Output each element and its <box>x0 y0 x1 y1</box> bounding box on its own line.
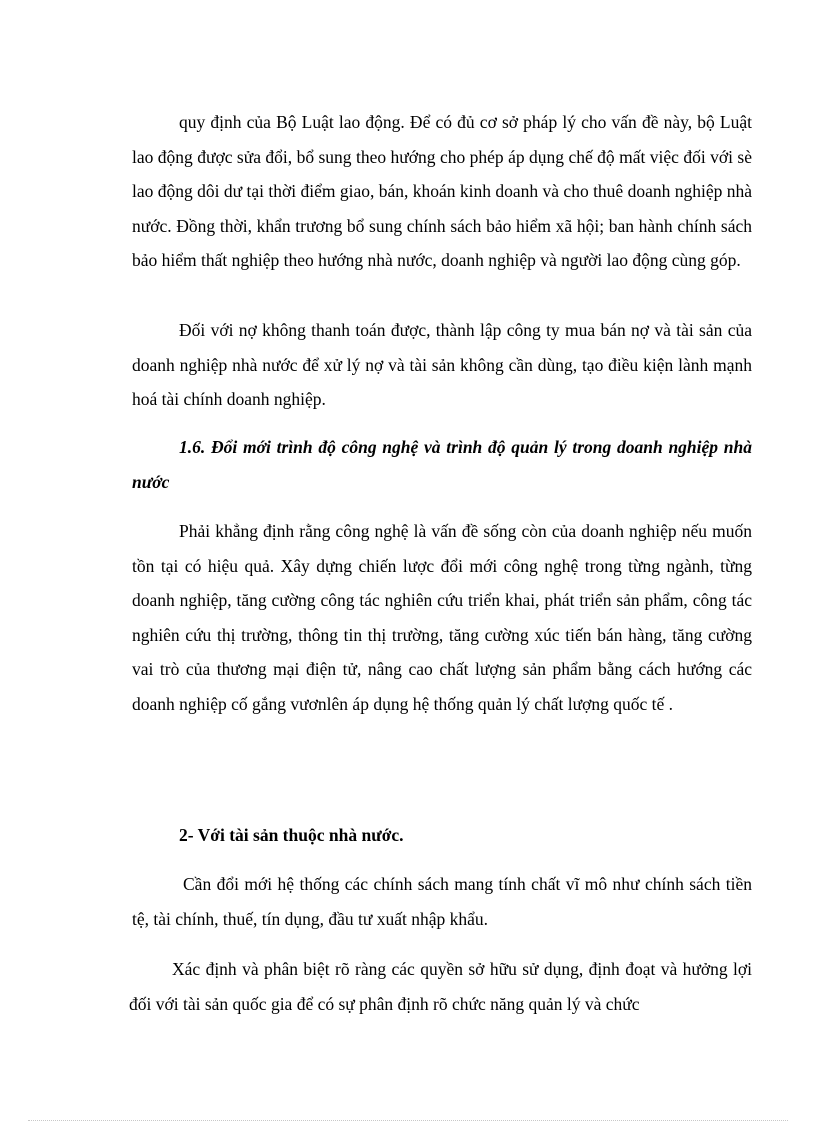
section-heading-state-assets: 2- Với tài sản thuộc nhà nước. <box>179 825 404 845</box>
page-footer-rule <box>28 1120 788 1121</box>
paragraph-macro-policy: Cần đổi mới hệ thống các chính sách mang tính chất vĩ mô như chính sách tiền tệ, tài chính, thuế, tín dụng, đầu tư xuất nhập khẩu. <box>132 874 752 929</box>
paragraph-technology: Phải khẳng định rằng công nghệ là vấn đề sống còn của doanh nghiệp nếu muốn tồn tại có hiệu quả. Xây dựng chiến lược đổi mới công nghệ trong từng ngành, từng doanh nghiệp, tăng cường công tác nghiên cứu triển khai, phát triển sản phẩm, công tác nghiên cứu thị trường, thông tin thị trường, tăng cường xúc tiến bán hàng, tăng cường vai trò của thương mại điện tử, nâng cao chất lượng sản phẩm bằng cách hướng các doanh nghiệp cố gắng vươnlên áp dụng hệ thống quản lý chất lượng quốc tế . <box>132 521 752 714</box>
paragraph-debt-handling: Đối với nợ không thanh toán được, thành lập công ty mua bán nợ và tài sản của doanh nghiệp nhà nước để xử lý nợ và tài sản không cần dùng, tạo điều kiện lành mạnh hoá tài chính doanh nghiệp. <box>132 320 752 409</box>
section-heading-technology: 1.6. Đổi mới trình độ công nghệ và trình độ quản lý trong doanh nghiệp nhà nước <box>132 437 752 492</box>
paragraph-ownership-rights: Xác định và phân biệt rõ ràng các quyền sở hữu sử dụng, định đoạt và hưởng lợi đối với tài sản quốc gia để có sự phân định rõ chức năng quản lý và chức <box>129 959 752 1014</box>
paragraph-labor-law: quy định của Bộ Luật lao động. Để có đủ cơ sở pháp lý cho vấn đề này, bộ Luật lao động được sửa đổi, bổ sung theo hướng cho phép áp dụng chế độ mất việc đối với sè lao động dôi dư tại thời điểm giao, bán, khoán kinh doanh và cho thuê doanh nghiệp nhà nước. Đồng thời, khẩn trương bổ sung chính sách bảo hiểm xã hội; ban hành chính sách bảo hiểm thất nghiệp theo hướng nhà nước, doanh nghiệp và người lao động cùng góp. <box>132 112 752 270</box>
